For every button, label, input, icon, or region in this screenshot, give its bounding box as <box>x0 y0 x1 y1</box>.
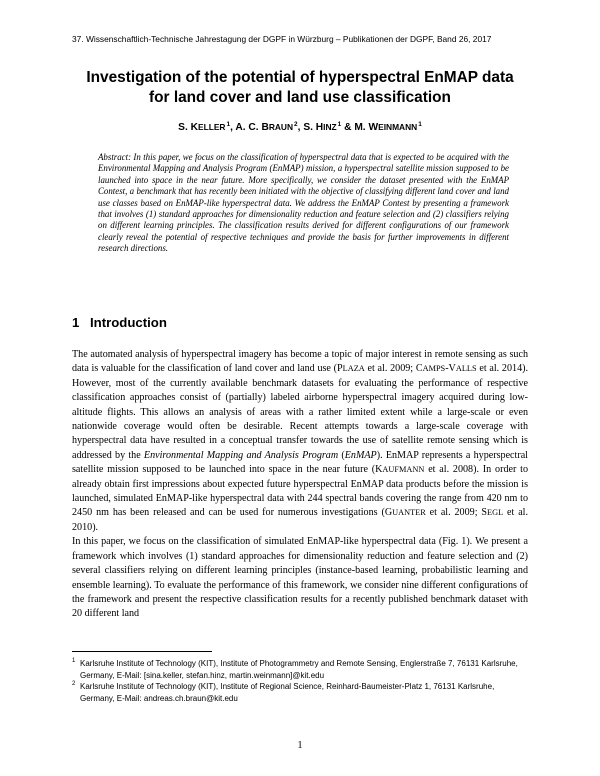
author: M. WEINMANN$^1$ <box>354 121 422 133</box>
title-line-1: Investigation of the potential of hyperspectral EnMAP data <box>86 69 514 86</box>
page-number: 1 <box>297 740 303 751</box>
affiliation-mark: 1 <box>226 121 231 128</box>
paragraph: The automated analysis of hyperspectral imagery has become a topic of major interest in remote sensing as such data is valuable for the classification of land cover and land use (PLAZA et al. 2009; CAMPS-VALLS et al. 2014). However, most of the currently available benchmark datasets for evaluating the performance of respective classification approaches consist of (partially) labeled airborne hyperspectral imagery acquired during low-altitude flights. This allows an analysis of areas with a rather limited extent while a large-scale or even nationwide coverage would often be desirable. Recent attempts towards a large-scale coverage with hyperspectral data have resulted in a conceptual transfer towards the use of satellite remote sensing which is addressed by the Environmental Mapping and Analysis Program (EnMAP). EnMAP represents a hyperspectral satellite mission supposed to be launched into space in the near future (KAUFMANN et al. 2008). In order to already obtain first impressions about expected future hyperspectral EnMAP data products before the mission is launched, simulated EnMAP-like hyperspectral data with 244 spectral bands covering the range from 420 nm to 2450 nm has been released and can be used for numerous investigations (GUANTER et al. 2009; SEGL et al. 2010). <box>72 349 529 533</box>
citation: GUANTER <box>384 507 426 519</box>
body-text <box>72 348 528 622</box>
affiliation-mark: 2 <box>294 121 298 128</box>
footnotes <box>72 658 530 704</box>
affiliation-mark: 1 <box>418 121 422 128</box>
footnote-divider <box>72 651 212 652</box>
author: A. C. BRAUN$^2$ <box>235 121 298 133</box>
abstract: Abstract: In this paper, we focus on the classification of hyperspectral data that is expected to be acquired with the Environmental Mapping and Analysis Program (EnMAP) mission, a hyperspectral satellite mission supposed to be launched into space in the near future. More specifically, we consider the dataset presented with the EnMAP Contest, a benchmark that has recently been initiated with the objective of classifying different land cover and land use classes based on EnMAP-like hyperspectral data. We address the EnMAP Contest by presenting a framework that involves (1) standard approaches for dimensionality reduction and feature selection and (2) classifiers relying on different learning principles. The classification results derived for different configurations of our framework clearly reveal the potential of respective techniques and provide the basis for further improvements in different research directions. <box>98 152 509 254</box>
section-heading <box>72 315 167 330</box>
author-list: S. KELLER$^1$, A. C. BRAUN$^2$, S. HINZ$^1$ & M. WEINMANN$^1$ <box>178 121 422 133</box>
section-title: Introduction <box>90 315 167 330</box>
paper-title <box>60 68 540 108</box>
citation: CAMPS-VALLS <box>415 363 477 375</box>
citation: KAUFMANN <box>375 464 425 476</box>
citation: SEGL <box>481 507 504 519</box>
footnote: 2 Karlsruhe Institute of Technology (KIT), Institute of Regional Science, Reinhard-Baumeister-Platz 1, 76131 Karlsruhe, Germany, E-Mail: andreas.ch.braun@kit.edu <box>72 681 495 703</box>
affiliation-mark: 1 <box>337 121 342 128</box>
citation: PLAZA <box>337 363 365 375</box>
author: S. KELLER$^1$ <box>178 121 231 133</box>
author: S. HINZ$^1$ <box>303 121 342 133</box>
footnote: 1 Karlsruhe Institute of Technology (KIT), Institute of Photogrammetry and Remote Sensing, Englerstraße 7, 76131 Karlsruhe, Germany, E-Mail: [sina.keller, stefan.hinz, martin.weinmann]@kit.edu <box>72 658 518 680</box>
section-number: 1 <box>72 315 80 330</box>
paragraph: In this paper, we focus on the classification of simulated EnMAP-like hyperspectral data (Fig. 1). We present a framework which involves (1) standard approaches for dimensionality reduction and feature selection and (2) several classifiers relying on different learning principles (instance-based learning, probabilistic learning and ensemble learning). To evaluate the performance of this framework, we consider nine different configurations of the framework and present the respective classification results for a recently published benchmark dataset with 20 different land <box>72 536 528 620</box>
program-name: Environmental Mapping and Analysis Program <box>143 449 339 461</box>
program-acronym: EnMAP <box>344 449 377 461</box>
title-line-2: for land cover and land use classification <box>149 89 451 106</box>
running-header: 37. Wissenschaftlich-Technische Jahrestagung der DGPF in Würzburg – Publikationen der DGPF, Band 26, 2017 <box>72 34 492 44</box>
